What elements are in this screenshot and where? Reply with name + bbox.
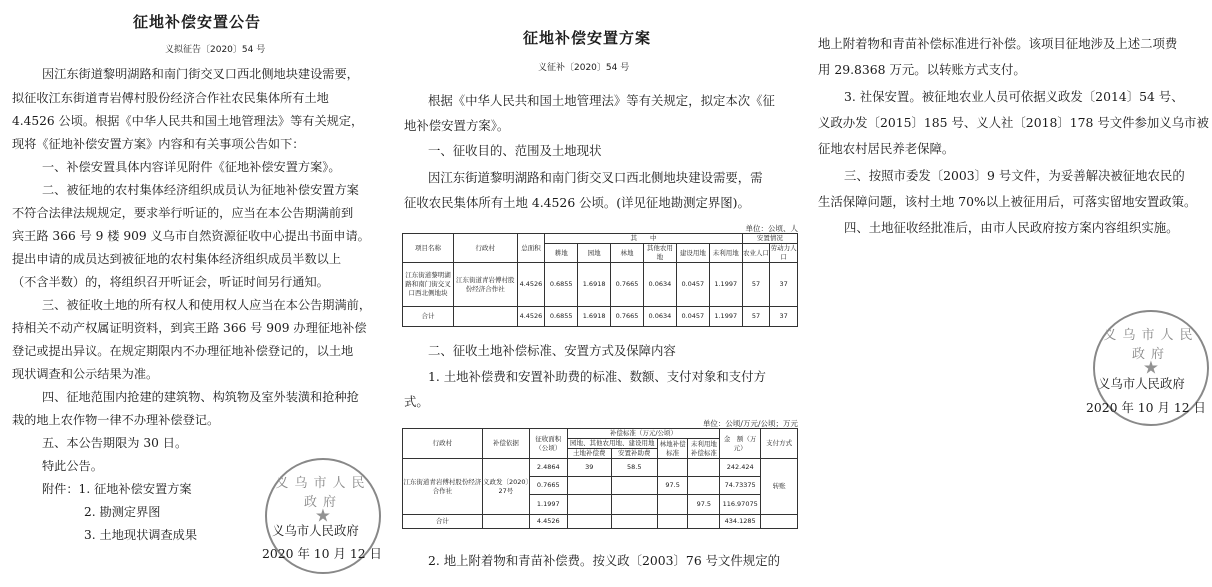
table-cell: 0.7665: [611, 263, 644, 307]
table-row: [403, 459, 798, 477]
table-cell: [688, 515, 720, 529]
text-line: 不符合法律法规规定，要求举行听证的，应当在本公告期满前到: [12, 206, 354, 220]
table-cell: 1.1997: [709, 307, 742, 327]
header-cell: 农业人口: [742, 244, 770, 263]
header-cell: 行政村: [403, 429, 483, 459]
text-line: 地上附着物和青苗补偿标准进行补偿。该项目征地涉及上述二项费: [818, 36, 1178, 51]
header-cell: 安置情况: [742, 234, 797, 244]
table-cell: 转账: [761, 459, 798, 515]
text-line: 用 29.8368 万元。以转账方式支付。: [818, 62, 1026, 77]
text-line: 特此公告。: [42, 459, 103, 473]
attachment-line: 3. 土地现状调查成果: [84, 528, 198, 542]
text-line: 现将《征地补偿安置方案》内容和有关事项公告如下：: [12, 137, 305, 151]
table-cell: 74.73375: [720, 477, 761, 495]
header-cell: 征收面积（公顷）: [529, 429, 567, 459]
table-cell: 0.6855: [545, 307, 578, 327]
text-line: 四、征地范围内抢建的建筑物、构筑物及室外装潢和抢种抢: [42, 390, 359, 404]
text-line: 二、被征地的农村集体经济组织成员认为征地补偿安置方案: [42, 183, 359, 197]
header-cell: 补偿依据: [482, 429, 529, 459]
table-cell: 合计: [403, 307, 454, 327]
table-cell: [688, 459, 720, 477]
table-cell: 0.7665: [529, 477, 567, 495]
table-cell: 0.0457: [676, 307, 709, 327]
table-cell: 0.7665: [611, 307, 644, 327]
table-cell: 合计: [403, 515, 483, 529]
seal-star-icon: ★: [1142, 357, 1160, 379]
table-cell: 4.4526: [529, 515, 567, 529]
land-status-table: [402, 233, 798, 327]
header-cell: 支付方式: [761, 429, 798, 459]
compensation-table: [402, 428, 798, 529]
table-cell: [657, 495, 688, 515]
table-cell: 37: [770, 263, 798, 307]
text-line: 根据《中华人民共和国土地管理法》等有关规定，拟定本次《征: [428, 93, 775, 108]
text-line: 式。: [404, 394, 429, 409]
header-cell: 园地、其他农用地、建设用地: [567, 439, 657, 449]
table-cell: 江东街道青岩傅村股份经济合作社: [403, 459, 483, 515]
seal-star-icon: ★: [314, 505, 332, 527]
table-cell: 江东街道黎明湖路和南门街交叉口西北侧地块: [403, 263, 454, 307]
table-row: [403, 307, 798, 327]
table-cell: 242.424: [720, 459, 761, 477]
attachment-line: 附件：1. 征地补偿安置方案: [42, 482, 192, 496]
table-cell: [453, 307, 517, 327]
text-line: （不含半数）的，将组织召开听证会，听证时间另行通知。: [12, 275, 329, 289]
table-cell: 58.5: [611, 459, 657, 477]
header-cell: 其他农用地: [643, 244, 676, 263]
text-line: 因江东街道黎明湖路和南门街交叉口西北侧地块建设需要，: [42, 67, 359, 81]
attachment-line: 2. 勘测定界图: [84, 505, 161, 519]
text-line: 持相关不动产权属证明资料，到宾王路 366 号 909 办理征地补偿: [12, 321, 367, 335]
header-cell: 补偿标准（万元/公顷）: [567, 429, 719, 439]
text-line: 生活保障问题，该村土地 70%以上被征用后，可落实留地安置政策。: [818, 194, 1197, 209]
signature-name: 义乌市人民政府: [1098, 376, 1185, 391]
text-line: 四、土地征收经批准后，由市人民政府按方案内容组织实施。: [844, 220, 1179, 235]
announcement-title: 征地补偿安置公告: [133, 13, 262, 31]
header-cell: 林地: [611, 244, 644, 263]
table-cell: 97.5: [688, 495, 720, 515]
table1-unit: 单位：公顷、人: [745, 224, 798, 233]
plan-title: 征地补偿安置方案: [523, 29, 652, 47]
table-cell: 2.4864: [529, 459, 567, 477]
text-line: 因江东街道黎明湖路和南门街交叉口西北侧地块建设需要，需: [428, 170, 763, 185]
text-line: 拟征收江东街道青岩傅村股份经济合作社农民集体所有土地: [12, 91, 329, 105]
table-cell: 1.6918: [578, 307, 611, 327]
text-line: 五、本公告期限为 30 日。: [42, 436, 188, 450]
text-line: 义政办发〔2015〕185 号、义人社〔2018〕178 号文件参加义乌市被: [818, 115, 1209, 130]
header-cell: 金 额（万元）: [720, 429, 761, 459]
text-line: 三、被征收土地的所有权人和使用权人应当在本公告期满前，: [42, 298, 372, 312]
table-cell: 97.5: [657, 477, 688, 495]
section-heading: 二、征收土地补偿标准、安置方式及保障内容: [428, 343, 676, 358]
section-heading: 一、征收目的、范围及土地现状: [428, 143, 602, 158]
table-cell: [611, 495, 657, 515]
table-cell: 1.6918: [578, 263, 611, 307]
table-cell: [761, 515, 798, 529]
text-line: 征收农民集体所有土地 4.4526 公顷。(详见征地勘测定界图)。: [404, 195, 750, 210]
table-cell: 义政发〔2020〕27号: [482, 459, 529, 515]
header-cell: 劳动力人口: [770, 244, 797, 261]
text-line: 2. 地上附着物和青苗补偿费。按义政〔2003〕76 号文件规定的: [428, 553, 780, 568]
header-cell: 园地: [578, 244, 611, 263]
text-line: 4.4526 公顷。根据《中华人民共和国土地管理法》等有关规定，: [12, 114, 364, 128]
table2-unit: 单位：公顷/万元/公顷；万元: [702, 419, 798, 428]
table-cell: 0.6855: [545, 263, 578, 307]
table-row: [403, 263, 798, 307]
header-cell: 安置补助费: [611, 449, 657, 459]
table-cell: 江东街道青岩傅村股份经济合作社: [453, 263, 517, 307]
table-cell: 434.1285: [720, 515, 761, 529]
header-cell: 建设用地: [676, 244, 709, 263]
table-cell: [657, 459, 688, 477]
table-cell: 39: [567, 459, 611, 477]
header-cell: 总面积: [517, 234, 545, 263]
table-cell: 0.0634: [643, 307, 676, 327]
table-cell: [567, 477, 611, 495]
header-cell: 项目名称: [403, 234, 454, 263]
text-line: 征地农村居民养老保障。: [818, 141, 955, 156]
signature-date: 2020 年 10 月 12 日: [262, 546, 382, 561]
table-cell: [657, 515, 688, 529]
text-line: 一、补偿安置具体内容详见附件《征地补偿安置方案》。: [42, 160, 341, 174]
header-cell: 林地补偿标准: [657, 439, 688, 459]
header-cell: 未利用地: [709, 244, 742, 263]
announcement-doc-number: 义拟征告〔2020〕54 号: [165, 45, 266, 55]
text-line: 1. 土地补偿费和安置补助费的标准、数额、支付对象和支付方: [428, 369, 766, 384]
table-cell: 0.0634: [643, 263, 676, 307]
table-cell: [611, 477, 657, 495]
table-cell: 116.97075: [720, 495, 761, 515]
plan-doc-number: 义征补〔2020〕54 号: [538, 63, 630, 73]
text-line: 地补偿安置方案》。: [404, 118, 510, 133]
table-cell: 0.0457: [676, 263, 709, 307]
table-cell: 1.1997: [529, 495, 567, 515]
table-row: [403, 515, 798, 529]
header-cell: 耕地: [545, 244, 578, 263]
header-cell: 行政村: [453, 234, 517, 263]
signature-name: 义乌市人民政府: [272, 523, 359, 538]
table-cell: 37: [770, 307, 798, 327]
table-cell: [482, 515, 529, 529]
text-line: 提出申请的成员达到被征地的农村集体经济组织成员半数以上: [12, 252, 342, 266]
text-line: 现状调查和公示结果为准。: [12, 367, 159, 381]
table-cell: 57: [742, 307, 770, 327]
header-cell: 其 中: [545, 234, 742, 244]
table-cell: [567, 495, 611, 515]
text-line: 栽的地上农作物一律不办理补偿登记。: [12, 413, 220, 427]
table-cell: 4.4526: [517, 307, 545, 327]
table-cell: [611, 515, 657, 529]
header-cell: 未利用地补偿标准: [688, 439, 720, 459]
table-cell: [688, 477, 720, 495]
table-cell: [567, 515, 611, 529]
table-cell: 57: [742, 263, 770, 307]
text-line: 宾王路 366 号 9 楼 909 义乌市自然资源征收中心提出书面申请。: [12, 229, 370, 243]
text-line: 登记或提出异议。在规定期限内不办理征地补偿登记的，以土地: [12, 344, 354, 358]
signature-date: 2020 年 10 月 12 日: [1086, 400, 1206, 415]
text-line: 3. 社保安置。被征地农业人员可依据义政发〔2014〕54 号、: [844, 89, 1184, 104]
table-cell: 1.1997: [709, 263, 742, 307]
text-line: 三、按照市委发〔2003〕9 号文件，为妥善解决被征地农民的: [844, 168, 1185, 183]
table-cell: 4.4526: [517, 263, 545, 307]
seal-text: 义乌市人民政府: [275, 476, 371, 510]
header-cell: 土地补偿费: [567, 449, 611, 459]
seal-text: 义乌市人民政府: [1103, 328, 1199, 362]
